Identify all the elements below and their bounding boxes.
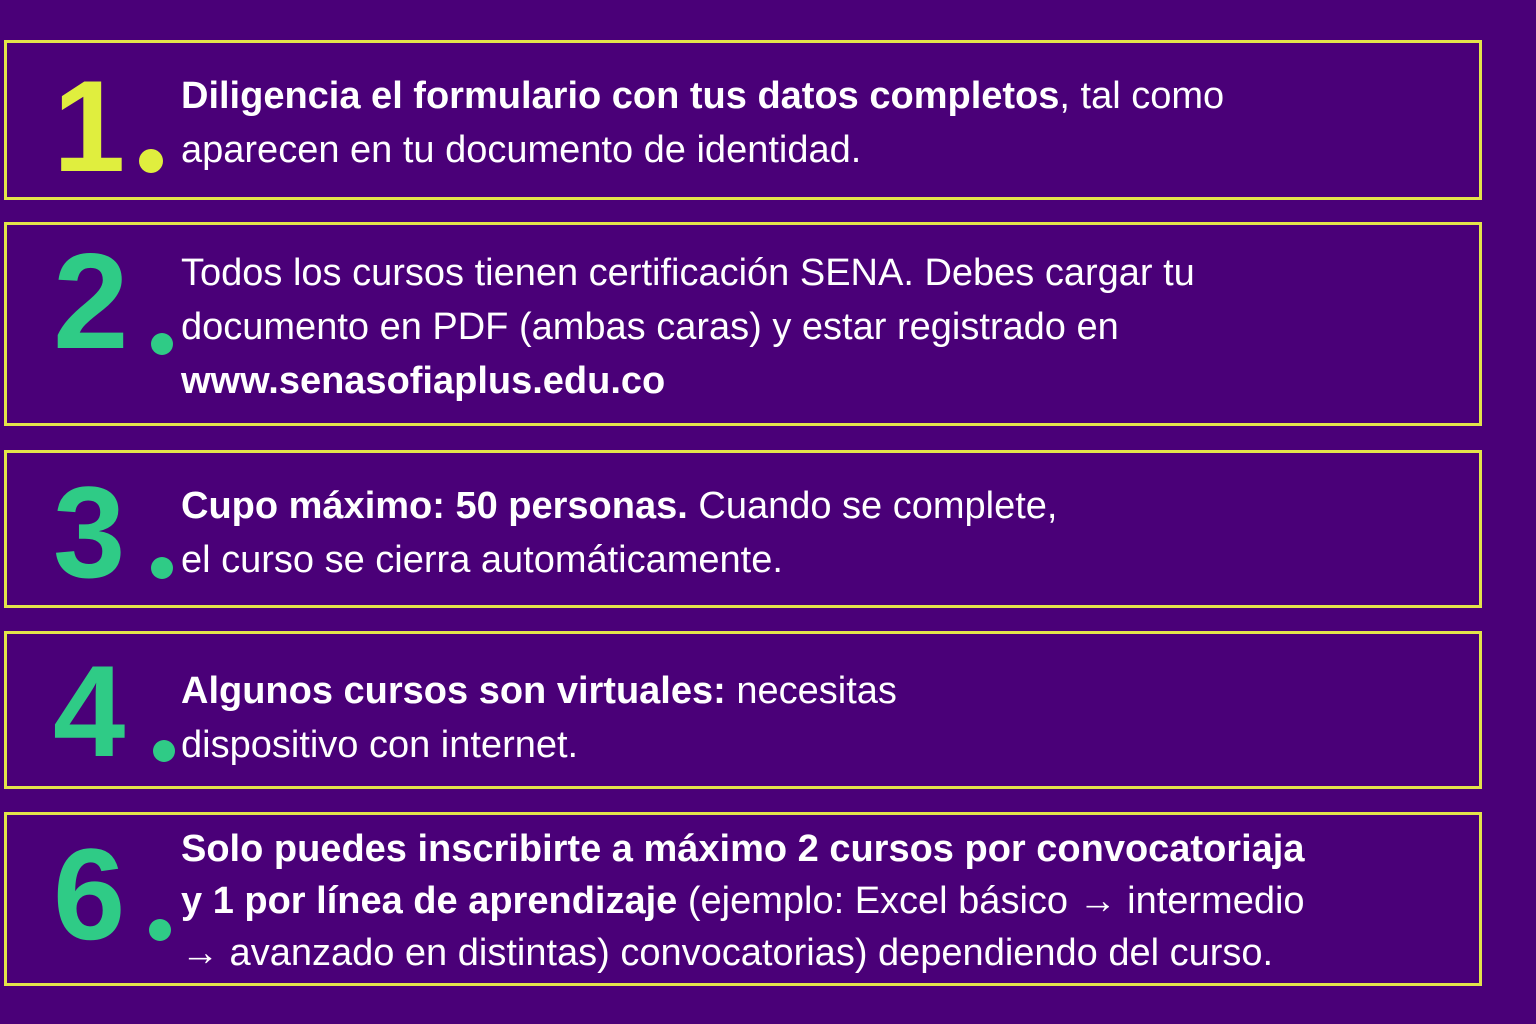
step-text-1: [181, 69, 1321, 177]
step-number-3: 3: [53, 459, 122, 605]
step-line-6a: [181, 823, 1439, 875]
step-line-6c: → avanzado en distintas) convocatorias) dependiendo del curso.: [181, 932, 1274, 974]
step-card-6: [4, 812, 1482, 986]
step-dot-4: [153, 740, 175, 762]
step-dot-2: [151, 333, 173, 355]
step-text-6: [181, 823, 1439, 979]
step-rest-1: , tal como aparecen en tu documento de identidad.: [181, 75, 1225, 171]
step-bold-6a: Solo puedes inscribirte a máximo 2 cursos por convocatoriaja: [181, 828, 1305, 870]
step-bold-3: Cupo máximo: 50 personas.: [181, 485, 688, 527]
step-card-1: [4, 40, 1482, 200]
step-bold-4: Algunos cursos son virtuales:: [181, 670, 726, 712]
step-card-2: [4, 222, 1482, 426]
step-text-3: [181, 479, 1061, 587]
step-card-4: [4, 631, 1482, 789]
step-line-2a: Todos los cursos tienen certificación SENA. Debes cargar tu: [181, 252, 1195, 294]
step-number-1: 1: [53, 53, 122, 199]
step-number-6: 6: [53, 821, 122, 967]
step-text-4: [181, 664, 981, 772]
step-line-2b: documento en PDF (ambas caras) y estar registrado en: [181, 306, 1119, 348]
step-number-2: 2: [53, 225, 125, 377]
step-rest-3: Cuando se complete, el curso se cierra automáticamente.: [181, 485, 1058, 581]
step-card-3: [4, 450, 1482, 608]
step-dot-6: [149, 919, 171, 941]
step-bold-6b: y 1 por línea de aprendizaje: [181, 880, 678, 922]
website-link[interactable]: www.senasofiaplus.edu.co: [181, 360, 666, 402]
step-bold-1: Diligencia el formulario con tus datos completos: [181, 75, 1060, 117]
step-number-4: 4: [53, 638, 122, 784]
step-line-6b: [181, 875, 1439, 927]
step-rest-6a: (ejemplo: Excel básico → intermedio: [677, 880, 1305, 922]
step-rest-4: necesitas dispositivo con internet.: [181, 670, 897, 766]
step-dot-1: [139, 149, 163, 173]
step-dot-3: [151, 557, 173, 579]
step-text-2: [181, 246, 1439, 408]
